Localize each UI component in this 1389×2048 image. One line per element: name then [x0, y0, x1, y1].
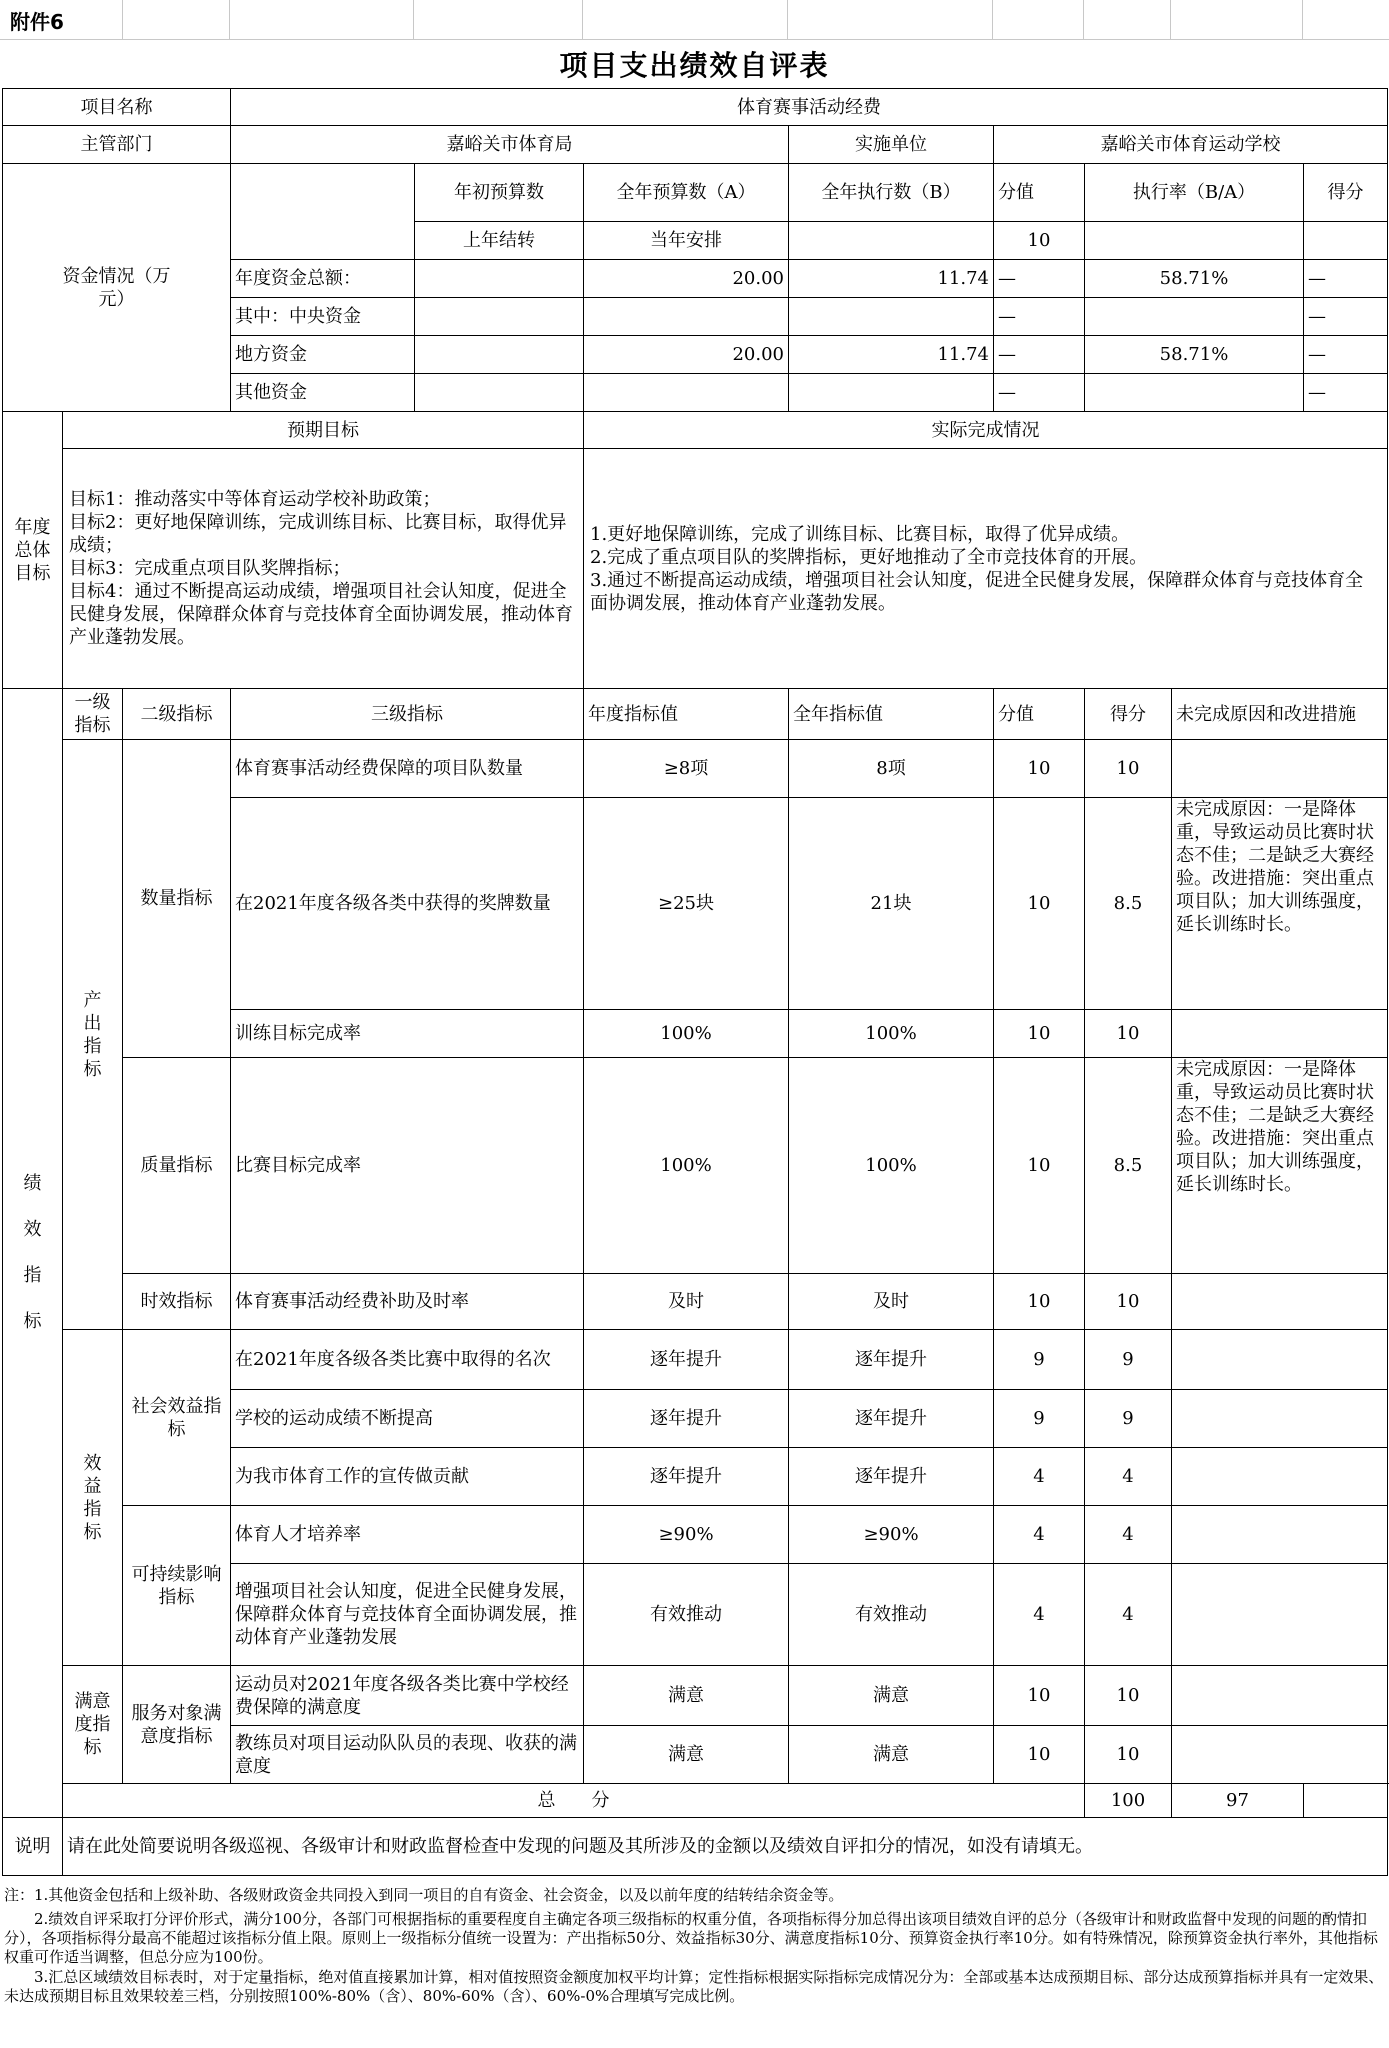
dept-row: [3, 126, 1388, 164]
perf-row-score: 10: [994, 1726, 1085, 1784]
funds-label: [3, 164, 231, 412]
funds-row-score: —: [994, 260, 1085, 298]
funds-row-got: —: [1304, 260, 1388, 298]
funds-row-exec: [789, 298, 994, 336]
perf-row-reason: 未完成原因：一是降体重，导致运动员比赛时状态不佳；二是缺乏大赛经验。改进措施：突出重点项目队；加大训练强度，延长训练时长。: [1172, 798, 1388, 1010]
perf-row-got: 10: [1085, 740, 1172, 798]
funds-row-got: —: [1304, 336, 1388, 374]
perf-row-name: 在2021年度各级各类中获得的奖牌数量: [231, 798, 584, 1010]
perf-row: [3, 1274, 1388, 1330]
perf-row-target: ≥25块: [584, 798, 789, 1010]
funds-header-rate: 执行率（B/A）: [1085, 164, 1304, 222]
perf-row-reason: [1172, 1390, 1388, 1448]
evaluation-table: [2, 88, 1388, 1876]
perf-row: [3, 1666, 1388, 1726]
perf-row-actual: 逐年提升: [789, 1330, 994, 1390]
funds-row-name: 地方资金: [231, 336, 415, 374]
funds-row-exec: 11.74: [789, 260, 994, 298]
goals-expected-label: 预期目标: [63, 412, 584, 449]
perf-row-actual: 100%: [789, 1010, 994, 1058]
perf-header-target: 年度指标值: [584, 689, 789, 740]
funds-row-initial: [415, 336, 584, 374]
perf-row-got: 4: [1085, 1564, 1172, 1666]
level2-timeliness: 时效指标: [123, 1274, 231, 1330]
note: 2.绩效自评采取打分评价形式，满分100分，各部门可根据指标的重要程度自主确定各项三级指标的权重分值，各项指标得分加总得出该项目绩效自评的总分（各级审计和财政监督中发现的问题的酌情扣分），各项指标得分最高不能超过该指标分值上限。原则上一级指标分值统一设置为：产出指标50分、效益指标30分、满意度指标10分、预算资金执行率10分。如有特殊情况，除预算资金执行率外，其他指标权重可作适当调整，但总分应为100份。: [4, 1910, 1378, 1966]
perf-row-score: 4: [994, 1564, 1085, 1666]
unit-label: 实施单位: [789, 126, 994, 164]
funds-row-exec: [789, 374, 994, 412]
page-title: 项目支出绩效自评表: [559, 49, 830, 82]
perf-row-reason: [1172, 1448, 1388, 1506]
perf-row-target: 有效推动: [584, 1564, 789, 1666]
perf-header-l2: 二级指标: [123, 689, 231, 740]
perf-row-name: 体育赛事活动经费补助及时率: [231, 1274, 584, 1330]
perf-row-got: 10: [1085, 1010, 1172, 1058]
goals-actual-label: 实际完成情况: [584, 412, 1388, 449]
explain-row: [3, 1818, 1388, 1876]
funds-row-score: —: [994, 336, 1085, 374]
perf-row-target: ≥8项: [584, 740, 789, 798]
perf-row-name: 教练员对项目运动队队员的表现、收获的满意度: [231, 1726, 584, 1784]
perf-row-name: 体育赛事活动经费保障的项目队数量: [231, 740, 584, 798]
expected-goal: 目标2：更好地保障训练，完成训练目标、比赛目标，取得优异成绩；: [69, 512, 567, 556]
perf-row-actual: 有效推动: [789, 1564, 994, 1666]
funds-row-score: —: [994, 298, 1085, 336]
perf-row-actual: 21块: [789, 798, 994, 1010]
perf-row-target: 逐年提升: [584, 1390, 789, 1448]
actual-result: 1.更好地保障训练，完成了训练目标、比赛目标，取得了优异成绩。: [590, 523, 1130, 545]
project-name-value: 体育赛事活动经费: [231, 89, 1388, 126]
funds-row-budget: 20.00: [584, 336, 789, 374]
perf-row-score: 4: [994, 1448, 1085, 1506]
level1-benefit-text: 效益指标: [83, 1452, 102, 1543]
perf-row-score: 10: [994, 740, 1085, 798]
goals-label-text: 年度总体目标: [14, 516, 51, 584]
perf-row-got: 10: [1085, 1274, 1172, 1330]
header-grid: [0, 0, 1389, 40]
perf-row-actual: 逐年提升: [789, 1448, 994, 1506]
perf-row-reason: [1172, 1564, 1388, 1666]
perf-label-text: 绩效指标: [23, 1173, 42, 1332]
perf-row-target: ≥90%: [584, 1506, 789, 1564]
funds-row-rate: [1085, 298, 1304, 336]
perf-row-reason: [1172, 740, 1388, 798]
perf-row-name: 在2021年度各级各类比赛中取得的名次: [231, 1330, 584, 1390]
funds-row-budget: [584, 298, 789, 336]
goals-content-row: [3, 449, 1388, 689]
perf-row-target: 满意: [584, 1666, 789, 1726]
funds-row-initial: [415, 260, 584, 298]
unit-value: 嘉峪关市体育运动学校: [994, 126, 1388, 164]
dept-label: 主管部门: [3, 126, 231, 164]
explain-label: 说明: [3, 1818, 63, 1876]
funds-row-name: 其他资金: [231, 374, 415, 412]
perf-row-name: 运动员对2021年度各级各类比赛中学校经费保障的满意度: [231, 1666, 584, 1726]
level1-satisfaction: 满意度指标: [63, 1666, 123, 1784]
note: 注：1.其他资金包括和上级补助、各级财政资金共同投入到同一项目的自有资金、社会资金，以及以前年度的结转结余资金等。: [4, 1886, 844, 1904]
dept-value: 嘉峪关市体育局: [231, 126, 789, 164]
perf-row-score: 10: [994, 1058, 1085, 1274]
perf-row-got: 10: [1085, 1726, 1172, 1784]
perf-row-target: 逐年提升: [584, 1448, 789, 1506]
goals-expected: [63, 449, 584, 689]
expected-goal: 目标3：完成重点项目队奖牌指标；: [69, 558, 351, 579]
perf-header-l1: 一级指标: [63, 689, 123, 740]
perf-row-got: 8.5: [1085, 798, 1172, 1010]
funds-row-budget: [584, 374, 789, 412]
perf-row-name: 比赛目标完成率: [231, 1058, 584, 1274]
funds-label-text: 资金情况（万元）: [62, 265, 171, 310]
perf-row-target: 100%: [584, 1058, 789, 1274]
perf-header-reason: 未完成原因和改进措施: [1172, 689, 1388, 740]
perf-row: [3, 1330, 1388, 1390]
perf-row: [3, 1506, 1388, 1564]
level1-output: [63, 740, 123, 1330]
expected-goal: 目标4：通过不断提高运动成绩，增强项目社会认知度，促进全民健身发展，保障群众体育与竞技体育全面协调发展，推动体育产业蓬勃发展。: [69, 581, 573, 648]
goals-label: [3, 412, 63, 689]
funds-header-initial: 年初预算数: [415, 164, 584, 222]
funds-sub-blank: [789, 222, 994, 260]
perf-label: [3, 689, 63, 1818]
perf-row-actual: 满意: [789, 1666, 994, 1726]
perf-row-score: 10: [994, 1274, 1085, 1330]
level2-social: 社会效益指标: [123, 1330, 231, 1506]
level2-sustain: 可持续影响指标: [123, 1506, 231, 1666]
perf-row-actual: 满意: [789, 1726, 994, 1784]
perf-row-target: 逐年提升: [584, 1330, 789, 1390]
perf-row-reason: [1172, 1726, 1388, 1784]
funds-row-name: 其中：中央资金: [231, 298, 415, 336]
perf-row-got: 4: [1085, 1448, 1172, 1506]
funds-row-rate: 58.71%: [1085, 336, 1304, 374]
perf-row-reason: [1172, 1274, 1388, 1330]
perf-row-name: 学校的运动成绩不断提高: [231, 1390, 584, 1448]
level2-quantity: 数量指标: [123, 740, 231, 1058]
perf-header-l3: 三级指标: [231, 689, 584, 740]
level1-output-text: 产出指标: [83, 989, 102, 1080]
level1-benefit: [63, 1330, 123, 1666]
funds-row-got: —: [1304, 374, 1388, 412]
perf-row-actual: 8项: [789, 740, 994, 798]
funds-row-rate: 58.71%: [1085, 260, 1304, 298]
explain-text: 请在此处简要说明各级巡视、各级审计和财政监督检查中发现的问题及其所涉及的金额以及绩效自评扣分的情况，如没有请填无。: [63, 1818, 1388, 1876]
perf-row-score: 10: [994, 1666, 1085, 1726]
perf-row-name: 训练目标完成率: [231, 1010, 584, 1058]
perf-header-got: 得分: [1085, 689, 1172, 740]
perf-row-target: 满意: [584, 1726, 789, 1784]
perf-row-name: 增强项目社会认知度，促进全民健身发展，保障群众体育与竞技体育全面协调发展，推动体育产业蓬勃发展: [231, 1564, 584, 1666]
perf-header-actual: 全年指标值: [789, 689, 994, 740]
perf-row-got: 4: [1085, 1506, 1172, 1564]
perf-row-score: 4: [994, 1506, 1085, 1564]
funds-row-got: —: [1304, 298, 1388, 336]
total-score: 100: [1085, 1784, 1172, 1818]
funds-row-exec: 11.74: [789, 336, 994, 374]
perf-row-score: 10: [994, 1010, 1085, 1058]
perf-row-actual: 100%: [789, 1058, 994, 1274]
total-got: 97: [1172, 1784, 1304, 1818]
funds-row-name: 年度资金总额：: [231, 260, 415, 298]
perf-row-target: 100%: [584, 1010, 789, 1058]
perf-row-actual: 及时: [789, 1274, 994, 1330]
funds-header-budget: 全年预算数（A）: [584, 164, 789, 222]
funds-score-value: 10: [994, 222, 1085, 260]
note: 3.汇总区域绩效目标表时，对于定量指标，绝对值直接累加计算，相对值按照资金额度加权平均计算；定性指标根据实际指标完成情况分为：全部或基本达成预期目标、部分达成预算指标并具有一定效果、未达成预期目标且效果较差三档，分别按照100%-80%（含）、80%-60%（含）、60%-0%合理填写完成比例。: [4, 1968, 1384, 2005]
perf-row-reason: [1172, 1330, 1388, 1390]
perf-row-score: 10: [994, 798, 1085, 1010]
total-label: 总 分: [63, 1784, 1085, 1818]
perf-row-reason: [1172, 1666, 1388, 1726]
funds-row-initial: [415, 298, 584, 336]
funds-sub-current: 当年安排: [584, 222, 789, 260]
perf-row-name: 为我市体育工作的宣传做贡献: [231, 1448, 584, 1506]
perf-row-score: 9: [994, 1330, 1085, 1390]
perf-row-got: 8.5: [1085, 1058, 1172, 1274]
perf-row-reason: 未完成原因：一是降体重，导致运动员比赛时状态不佳；二是缺乏大赛经验。改进措施：突出重点项目队；加大训练强度，延长训练时长。: [1172, 1058, 1388, 1274]
perf-row-actual: 逐年提升: [789, 1390, 994, 1448]
funds-row-score: —: [994, 374, 1085, 412]
annex-label: 附件6: [10, 10, 64, 34]
funds-rate-blank: [1085, 222, 1304, 260]
perf-row-got: 9: [1085, 1330, 1172, 1390]
perf-row-reason: [1172, 1010, 1388, 1058]
funds-row-budget: 20.00: [584, 260, 789, 298]
level2-service: 服务对象满意度指标: [123, 1666, 231, 1784]
perf-row: [3, 1058, 1388, 1274]
actual-result: 2.完成了重点项目队的奖牌指标，更好地推动了全市竞技体育的开展。: [590, 546, 1148, 568]
perf-header-row: [3, 689, 1388, 740]
project-name-row: [3, 89, 1388, 126]
funds-row-rate: [1085, 374, 1304, 412]
funds-row-initial: [415, 374, 584, 412]
perf-row-got: 10: [1085, 1666, 1172, 1726]
total-blank: [1304, 1784, 1388, 1818]
perf-row-score: 9: [994, 1390, 1085, 1448]
perf-row: [3, 740, 1388, 798]
actual-result: 3.通过不断提高运动成绩，增强项目社会认知度，促进全民健身发展，保障群众体育与竞技体育全面协调发展，推动体育产业蓬勃发展。: [590, 569, 1364, 614]
funds-header-got: 得分: [1304, 164, 1388, 222]
funds-sub-carry: 上年结转: [415, 222, 584, 260]
funds-header-score: 分值: [994, 164, 1085, 222]
level2-quality: 质量指标: [123, 1058, 231, 1274]
funds-got-blank: [1304, 222, 1388, 260]
funds-blank: [231, 164, 415, 260]
perf-row-reason: [1172, 1506, 1388, 1564]
perf-row-name: 体育人才培养率: [231, 1506, 584, 1564]
perf-row-got: 9: [1085, 1390, 1172, 1448]
perf-row-actual: ≥90%: [789, 1506, 994, 1564]
total-row: [3, 1784, 1388, 1818]
goals-header-row: [3, 412, 1388, 449]
funds-header-row: [3, 164, 1388, 222]
funds-header-exec: 全年执行数（B）: [789, 164, 994, 222]
perf-header-score: 分值: [994, 689, 1085, 740]
goals-actual: [584, 449, 1388, 689]
perf-row-target: 及时: [584, 1274, 789, 1330]
project-name-label: 项目名称: [3, 89, 231, 126]
expected-goal: 目标1：推动落实中等体育运动学校补助政策；: [69, 489, 441, 510]
